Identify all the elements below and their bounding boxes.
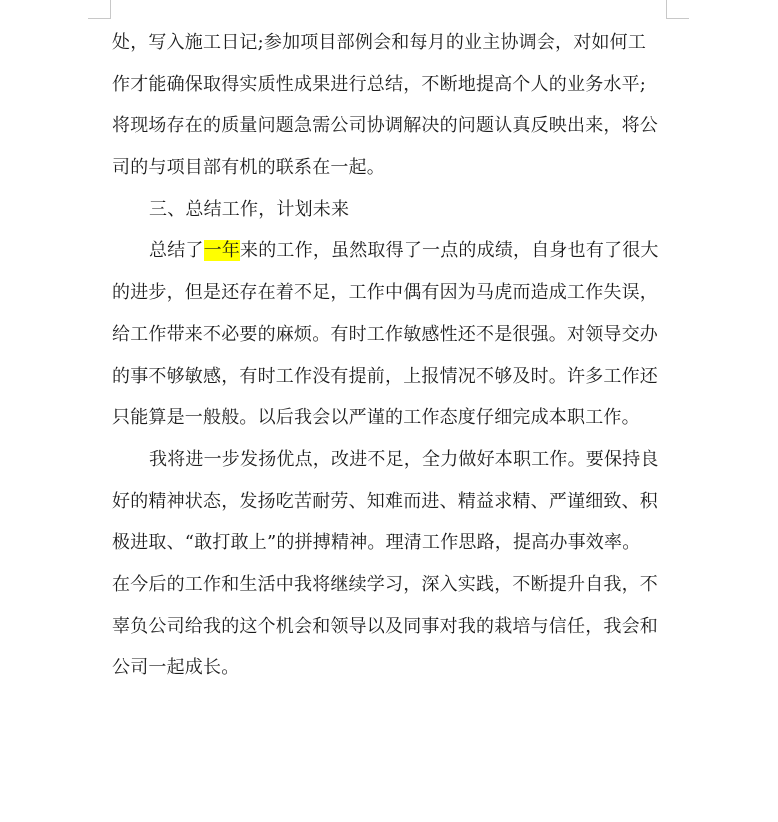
text-line: 处，写入施工日记;参加项目部例会和每月的业主协调会，对如何工 xyxy=(112,32,647,53)
text-line: 我将进一步发扬优点，改进不足，全力做好本职工作。要保持良 xyxy=(149,448,659,470)
text-line: 只能算是一般般。以后我会以严谨的工作态度仔细完成本职工作。 xyxy=(112,407,640,429)
text-line: 辜负公司给我的这个机会和领导以及同事对我的栽培与信任，我会和 xyxy=(112,615,658,637)
text-line: 公司一起成长。 xyxy=(112,657,240,679)
text-line: 在今后的工作和生活中我将继续学习，深入实践，不断提升自我，不 xyxy=(112,573,658,595)
text-line: 好的精神状态，发扬吃苦耐劳、知难而进、精益求精、严谨细致、积 xyxy=(112,490,658,512)
text-segment: 总结了 xyxy=(149,240,204,262)
highlighted-text: 一年 xyxy=(203,240,241,262)
text-segment: 来的工作，虽然取得了一点的成绩，自身也有了很大 xyxy=(240,240,659,262)
text-line: 将现场存在的质量问题急需公司协调解决的问题认真反映出来，将公 xyxy=(112,115,658,137)
text-line: 作才能确保取得实质性成果进行总结，不断地提高个人的业务水平; xyxy=(112,73,647,95)
text-line: 的进步，但是还存在着不足，工作中偶有因为马虎而造成工作失误， xyxy=(112,282,658,304)
text-line: 的事不够敏感，有时工作没有提前，上报情况不够及时。许多工作还 xyxy=(112,365,658,387)
page-corner-mark-left xyxy=(88,0,111,19)
text-line xyxy=(112,230,672,272)
text-line: 司的与项目部有机的联系在一起。 xyxy=(112,157,385,179)
text-line: 极进取、“敢打敢上”的拼搏精神。理清工作思路，提高办事效率。 xyxy=(112,532,641,554)
section-heading: 三、总结工作，计划未来 xyxy=(149,198,350,220)
page-corner-mark-right xyxy=(666,0,689,19)
document-body[interactable] xyxy=(112,22,672,689)
text-line: 给工作带来不必要的麻烦。有时工作敏感性还不是很强。对领导交办 xyxy=(112,323,658,345)
